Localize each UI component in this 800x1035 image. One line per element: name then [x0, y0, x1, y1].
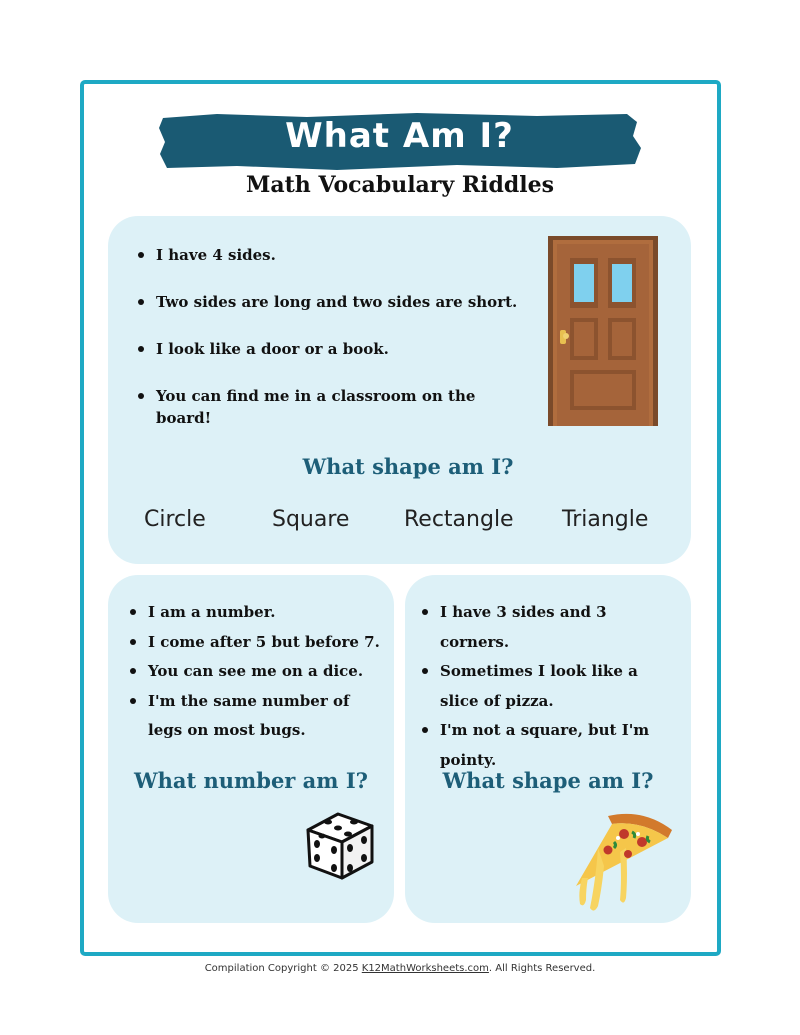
clue-item: I come after 5 but before 7.: [126, 628, 388, 658]
choice-triangle[interactable]: Triangle: [562, 507, 649, 532]
dice-icon: [302, 810, 378, 882]
choice-circle[interactable]: Circle: [144, 507, 206, 532]
title-banner: [157, 108, 642, 172]
clue-item: You can find me in a classroom on the board!: [134, 385, 534, 432]
footer-prefix: Compilation Copyright © 2025: [204, 963, 362, 974]
riddle2-clue-list: [126, 598, 388, 746]
clue-item: I have 4 sides.: [134, 244, 534, 291]
clue-item: I am a number.: [126, 598, 388, 628]
door-icon: [548, 236, 658, 426]
footer-copyright: [0, 963, 800, 974]
page-title: What Am I?: [285, 116, 514, 156]
choice-square[interactable]: Square: [272, 507, 350, 532]
riddle3-question: What shape am I?: [442, 768, 654, 793]
clue-item: Two sides are long and two sides are short.: [134, 291, 534, 338]
clue-item: I look like a door or a book.: [134, 338, 534, 385]
page-subtitle: Math Vocabulary Riddles: [246, 172, 554, 198]
clue-item: I'm not a square, but I'm pointy.: [418, 716, 680, 775]
riddle1-question: What shape am I?: [302, 454, 514, 479]
clue-item: You can see me on a dice.: [126, 657, 388, 687]
footer-link[interactable]: K12MathWorksheets.com: [361, 963, 489, 974]
pizza-slice-icon: [568, 808, 678, 918]
clue-item: I have 3 sides and 3 corners.: [418, 598, 680, 657]
riddle1-clue-list: [134, 244, 534, 432]
choice-rectangle[interactable]: Rectangle: [404, 507, 514, 532]
answer-choices: [120, 507, 680, 541]
clue-item: Sometimes I look like a slice of pizza.: [418, 657, 680, 716]
clue-item: I'm the same number of legs on most bugs.: [126, 687, 388, 746]
riddle2-question: What number am I?: [134, 768, 368, 793]
riddle3-clue-list: [418, 598, 680, 775]
footer-suffix: . All Rights Reserved.: [488, 963, 596, 974]
